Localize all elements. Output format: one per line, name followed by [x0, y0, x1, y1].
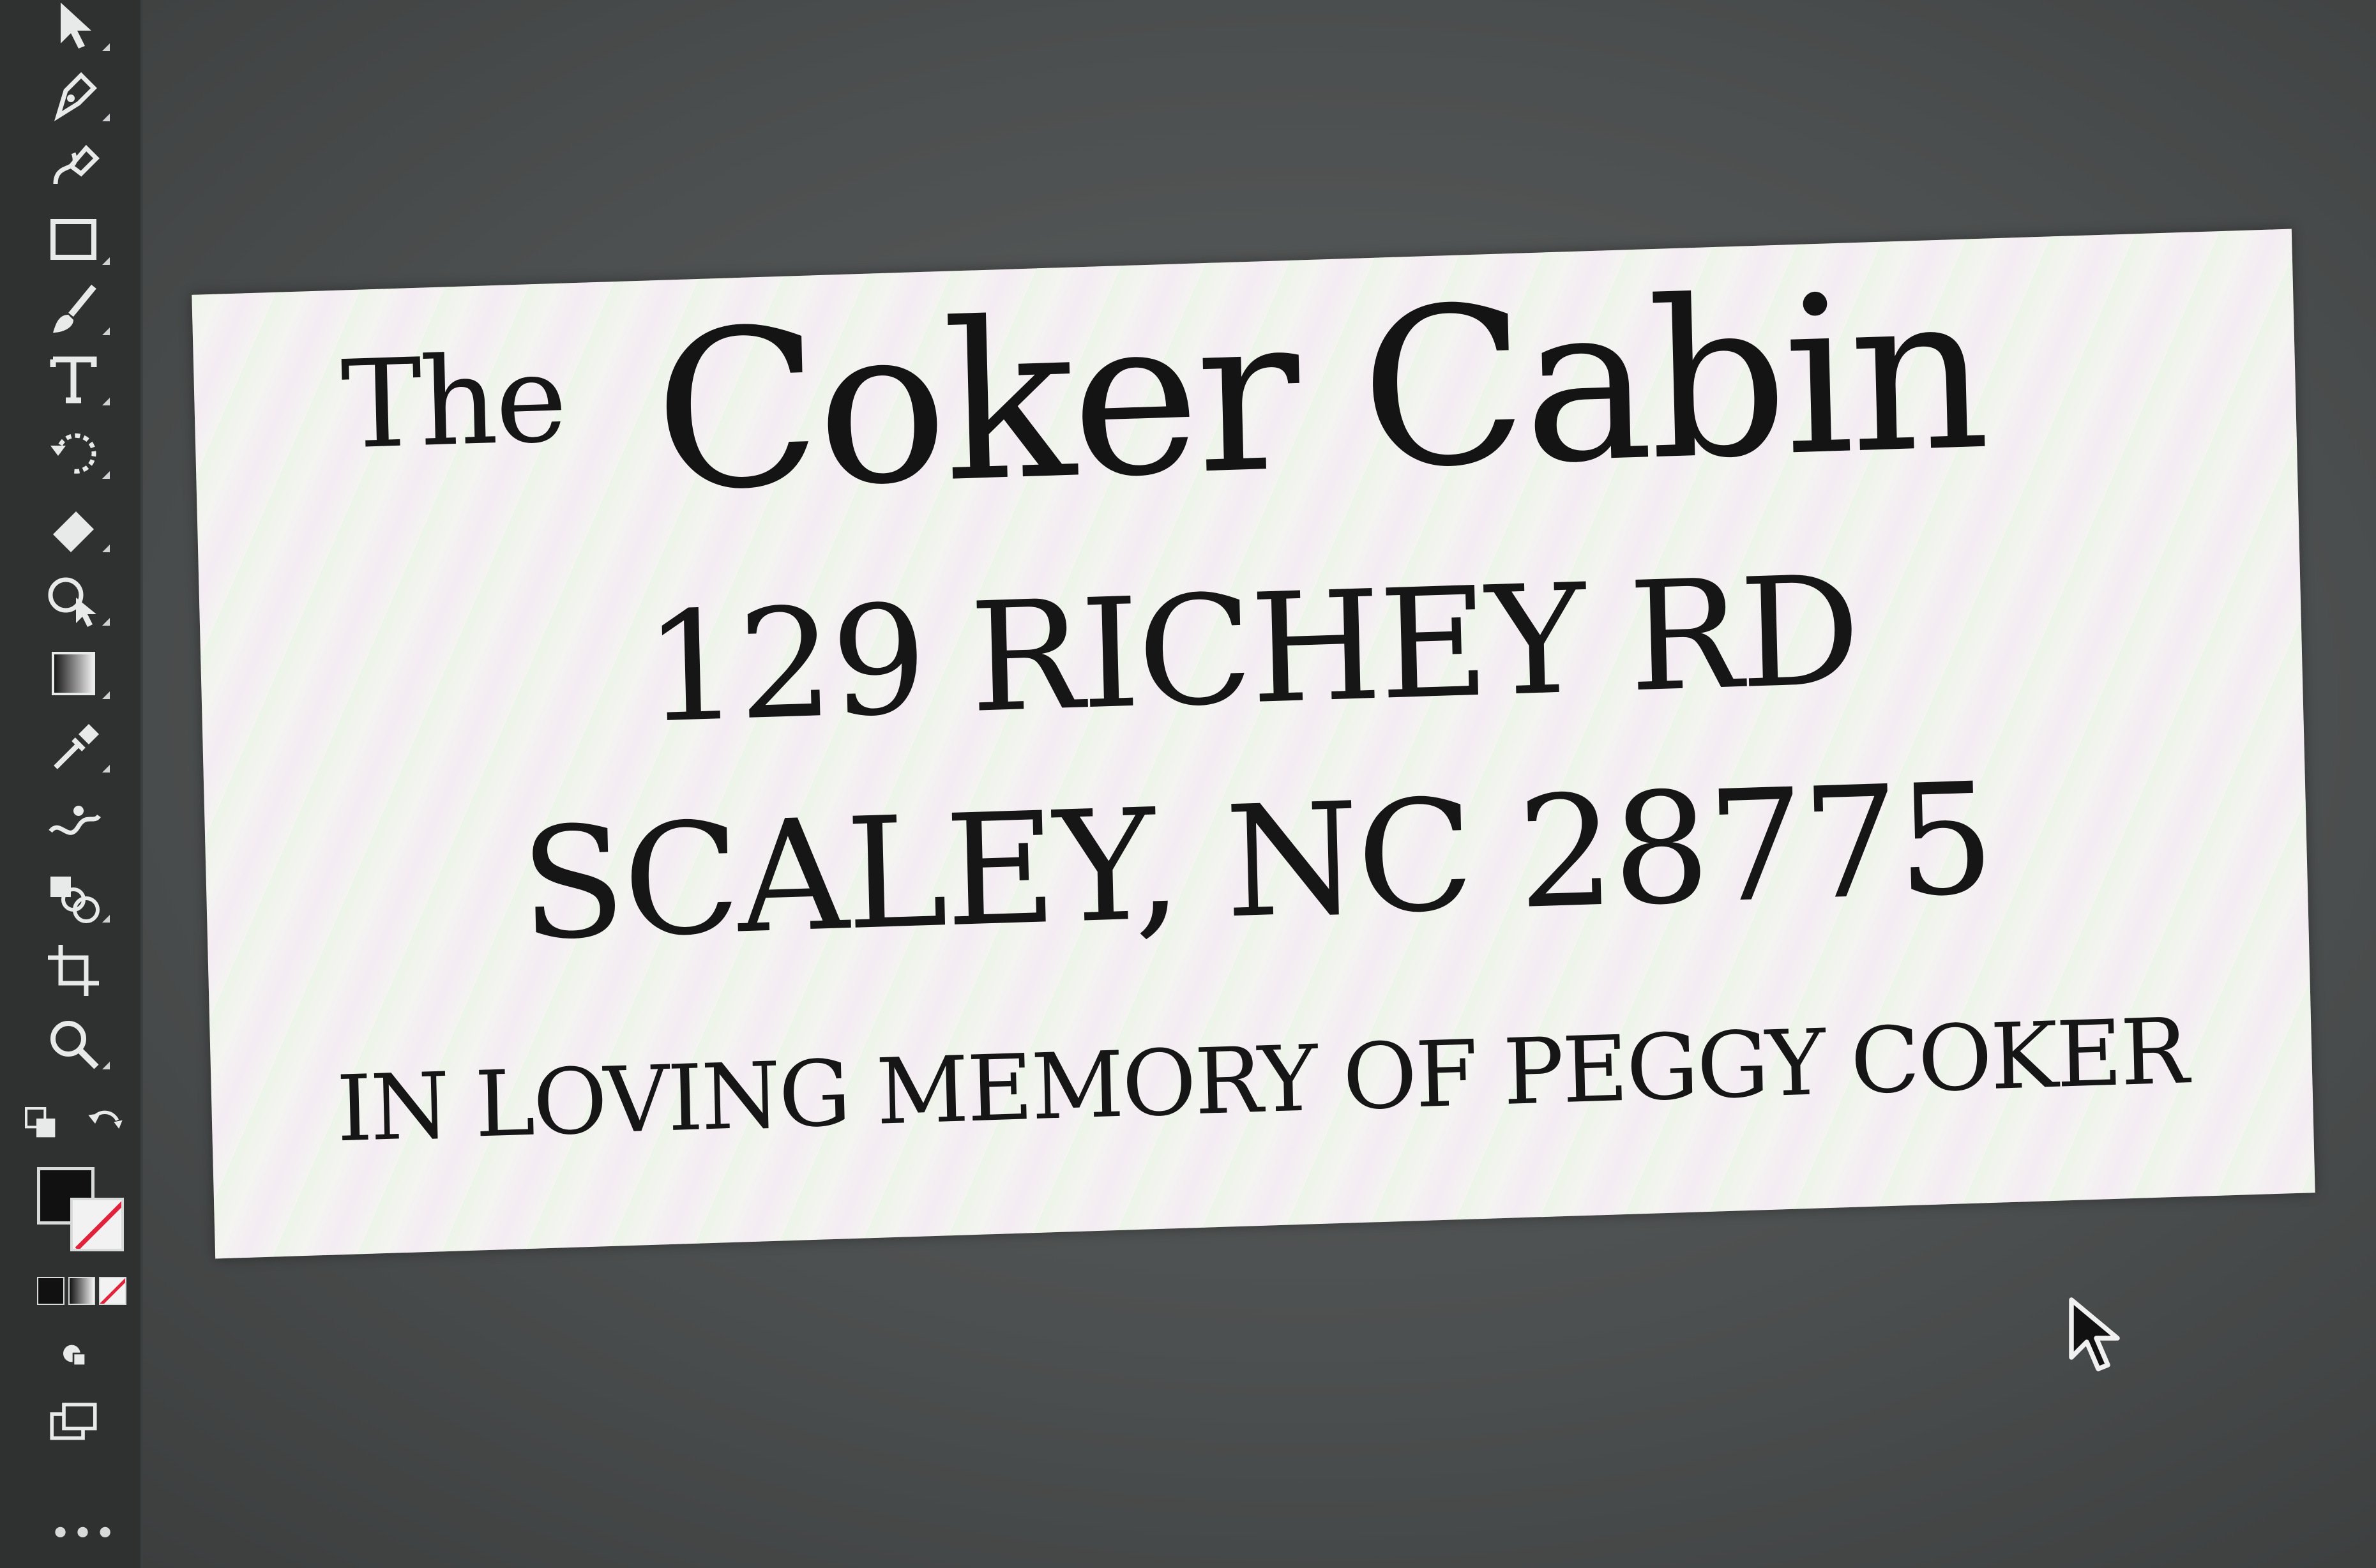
- symbol-sprayer-tool-button[interactable]: [26, 865, 121, 929]
- address-line-1-text[interactable]: 129 RICHEY RD: [642, 543, 1860, 757]
- curvature-tool-button[interactable]: [26, 134, 121, 198]
- puppet-warp-icon: [43, 793, 104, 854]
- rectangle-tool-button[interactable]: [26, 207, 121, 271]
- rectangle-icon: [43, 209, 104, 270]
- mouse-cursor-icon: [2068, 1296, 2125, 1373]
- drawing-mode-button[interactable]: [26, 1322, 121, 1385]
- swap-fill-stroke-button[interactable]: [77, 1092, 134, 1156]
- fill-stroke-swatches: [32, 1156, 134, 1264]
- puppet-warp-tool-button[interactable]: [26, 792, 121, 856]
- artboard-tool-button[interactable]: [26, 939, 121, 1002]
- screen-mode-button[interactable]: [26, 1392, 121, 1456]
- artboard[interactable]: [192, 229, 2315, 1259]
- color-mode-buttons: [37, 1277, 126, 1302]
- swap-arrow-icon: [85, 1103, 126, 1144]
- draw-normal-icon: [53, 1333, 94, 1374]
- symbol-sprayer-icon: [43, 866, 104, 928]
- address-line-2-text[interactable]: SCALEY, NC 28775: [518, 749, 1995, 975]
- default-fill-stroke-button[interactable]: [13, 1092, 70, 1156]
- stroke-swatch-none[interactable]: [70, 1198, 124, 1251]
- rotate-tool-button[interactable]: [26, 421, 121, 485]
- pen-tool-button[interactable]: [26, 64, 121, 128]
- zoom-magnifier-icon: [43, 1013, 104, 1074]
- gradient-icon: [43, 643, 104, 704]
- eraser-icon: [43, 496, 104, 557]
- rotate-icon: [43, 423, 104, 484]
- gradient-tool-button[interactable]: [26, 642, 121, 705]
- eyedropper-tool-button[interactable]: [26, 715, 121, 779]
- paintbrush-icon: [43, 279, 104, 340]
- none-mode-button[interactable]: [99, 1277, 126, 1305]
- shape-builder-tool-button[interactable]: [26, 568, 121, 632]
- artboard-icon: [43, 940, 104, 1001]
- edit-toolbar-button[interactable]: •••: [50, 1513, 117, 1555]
- type-t-icon: [43, 349, 104, 411]
- paintbrush-tool-button[interactable]: [26, 278, 121, 342]
- zoom-tool-button[interactable]: [26, 1012, 121, 1076]
- eraser-tool-button[interactable]: [26, 495, 121, 559]
- selection-arrow-icon: [43, 0, 104, 56]
- title-text[interactable]: Coker Cabin: [651, 245, 1988, 540]
- gradient-mode-button[interactable]: [68, 1277, 96, 1305]
- title-prefix-text[interactable]: The: [339, 328, 566, 476]
- default-colors-icon: [21, 1103, 62, 1144]
- pen-icon: [43, 65, 104, 126]
- tools-panel: [0, 0, 143, 1568]
- eyedropper-icon: [43, 716, 104, 778]
- type-tool-button[interactable]: [26, 348, 121, 412]
- screen-mode-icon: [45, 1395, 102, 1452]
- shape-builder-icon: [43, 569, 104, 631]
- color-mode-button[interactable]: [37, 1277, 64, 1305]
- memorial-text[interactable]: IN LOVING MEMORY OF PEGGY COKER: [335, 999, 2188, 1163]
- curvature-pen-icon: [43, 135, 104, 197]
- selection-tool-button[interactable]: [26, 0, 121, 57]
